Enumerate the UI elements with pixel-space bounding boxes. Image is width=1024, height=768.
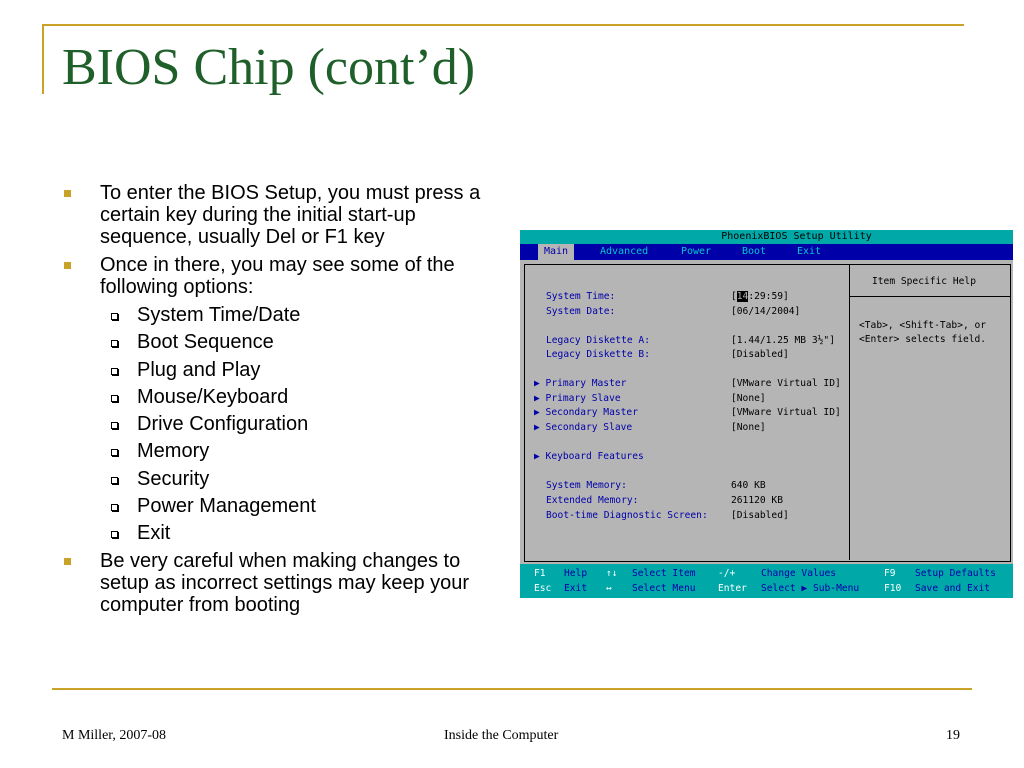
footer-center: Inside the Computer (444, 728, 559, 743)
sub-bullet-text: Boot Sequence (137, 331, 274, 354)
bios-key-label: Save and Exit (915, 583, 991, 594)
bios-key: ↔ (606, 583, 612, 594)
bullet-item (62, 254, 492, 298)
bios-menu-advanced[interactable]: Advanced (600, 246, 649, 257)
sub-bullet-item (62, 359, 492, 381)
bios-row-diskette-b[interactable]: Legacy Diskette B: (546, 349, 650, 360)
hollow-square-bullet-icon (111, 368, 118, 375)
bios-row-system-time[interactable] (546, 291, 615, 302)
bios-value-system-time[interactable] (731, 291, 789, 302)
bios-value-extended-memory: 261120 KB (731, 495, 783, 506)
bios-row-secondary-master[interactable]: ▶ Secondary Master (534, 407, 638, 418)
bios-value-bracket: [ (731, 291, 737, 302)
sub-bullet-text: Memory (137, 440, 210, 463)
bullet-item (62, 550, 492, 616)
bios-row-label: System Time: (546, 291, 616, 302)
bios-key-label: Help (564, 568, 588, 579)
sub-bullet-text: Security (137, 467, 210, 490)
bios-screenshot (520, 230, 1013, 598)
sub-bullet-item (62, 331, 492, 353)
bullet-text: Once in there, you may see some of the following options: (100, 254, 455, 298)
sub-bullet-text: Exit (137, 522, 171, 545)
bios-key-label: Exit (564, 583, 588, 594)
bios-key: -/+ (718, 568, 736, 579)
sub-bullet-item (62, 440, 492, 462)
bios-key-legend (520, 564, 1013, 598)
sub-bullet-text: Plug and Play (137, 358, 261, 381)
sub-bullet-item (62, 522, 492, 544)
bios-menu-power[interactable]: Power (681, 246, 712, 257)
bios-value-secondary-slave[interactable]: [None] (731, 422, 766, 433)
slide-frame-left-line (42, 24, 44, 94)
sub-bullet-text: Mouse/Keyboard (137, 385, 289, 408)
bullet-square-icon (64, 558, 71, 565)
bios-key: Enter (718, 583, 747, 594)
bullet-text: To enter the BIOS Setup, you must press a certain key during the initial start-up sequence, usually Del or F1 key (100, 182, 481, 248)
sub-bullet-item (62, 413, 492, 435)
footer-page-number: 19 (946, 728, 960, 743)
sub-bullet-text: System Time/Date (137, 304, 301, 326)
bios-row-boot-diagnostic[interactable]: Boot-time Diagnostic Screen: (546, 510, 708, 521)
slide-footer-line (52, 688, 972, 690)
hollow-square-bullet-icon (111, 504, 118, 511)
bios-key: ↑↓ (606, 568, 618, 579)
slide-title: BIOS Chip (cont’d) (62, 39, 476, 96)
bios-value-diskette-a[interactable]: [1.44/1.25 MB 3½"] (731, 335, 835, 346)
footer-author: M Miller, 2007-08 (62, 728, 167, 743)
hollow-square-bullet-icon (111, 313, 118, 320)
sub-bullet-item (62, 386, 492, 408)
bios-key-label: Select ▶ Sub-Menu (761, 583, 860, 594)
bios-row-primary-master[interactable]: ▶ Primary Master (534, 378, 627, 389)
bios-value-diskette-b[interactable]: [Disabled] (731, 349, 789, 360)
bios-key: F1 (534, 568, 546, 579)
bios-menu-main[interactable]: Main (538, 244, 574, 260)
hollow-square-bullet-icon (111, 531, 118, 538)
bios-row-primary-slave[interactable]: ▶ Primary Slave (534, 393, 621, 404)
hollow-square-bullet-icon (111, 395, 118, 402)
bios-field-cursor: 14 (736, 291, 749, 302)
sub-bullet-item (62, 468, 492, 490)
bios-row-secondary-slave[interactable]: ▶ Secondary Slave (534, 422, 633, 433)
bios-key-label: Setup Defaults (915, 568, 996, 579)
bullet-text: Be very careful when making changes to setup as incorrect settings may keep your computer from booting (100, 549, 470, 616)
bios-menu-boot[interactable]: Boot (742, 246, 767, 257)
bios-value-system-memory: 640 KB (731, 480, 766, 491)
bios-menu-bar (520, 244, 1013, 260)
bios-key-label: Change Values (761, 568, 837, 579)
bios-value-secondary-master[interactable]: [VMware Virtual ID] (731, 407, 841, 418)
bios-key: F10 (884, 583, 902, 594)
bullet-square-icon (64, 190, 71, 197)
bios-row-keyboard-features[interactable]: ▶ Keyboard Features (534, 451, 644, 462)
bios-key-label: Select Menu (632, 583, 696, 594)
bullet-list (62, 182, 492, 622)
bios-help-divider (850, 296, 1010, 297)
bios-key: Esc (534, 583, 552, 594)
sub-bullet-text: Power Management (137, 495, 316, 518)
slide-frame-top-line (44, 24, 964, 26)
bios-value-system-date[interactable]: [06/14/2004] (731, 306, 801, 317)
bios-row-system-date[interactable]: System Date: (546, 306, 616, 317)
hollow-square-bullet-icon (111, 477, 118, 484)
bios-help-line-2: <Enter> selects field. (859, 334, 987, 345)
hollow-square-bullet-icon (111, 340, 118, 347)
bios-menu-exit[interactable]: Exit (797, 246, 822, 257)
bios-value-boot-diagnostic[interactable]: [Disabled] (731, 510, 789, 521)
bios-row-extended-memory: Extended Memory: (546, 495, 639, 506)
bios-row-system-memory: System Memory: (546, 480, 627, 491)
bios-value-primary-slave[interactable]: [None] (731, 393, 766, 404)
bios-key: F9 (884, 568, 896, 579)
bios-value-primary-master[interactable]: [VMware Virtual ID] (731, 378, 841, 389)
bios-value-rest: :29:59] (748, 291, 789, 302)
bios-title-bar: PhoenixBIOS Setup Utility (520, 230, 1013, 244)
bios-help-line-1: <Tab>, <Shift-Tab>, or (859, 320, 987, 331)
bios-panel-divider (849, 264, 850, 560)
bios-row-diskette-a[interactable]: Legacy Diskette A: (546, 335, 650, 346)
bullet-item (62, 182, 492, 248)
sub-bullet-item (62, 495, 492, 517)
bios-help-title: Item Specific Help (872, 276, 976, 287)
bullet-square-icon (64, 262, 71, 269)
hollow-square-bullet-icon (111, 449, 118, 456)
bios-key-label: Select Item (632, 568, 696, 579)
sub-bullet-item (62, 304, 492, 326)
sub-bullet-text: Drive Configuration (137, 413, 309, 436)
hollow-square-bullet-icon (111, 422, 118, 429)
